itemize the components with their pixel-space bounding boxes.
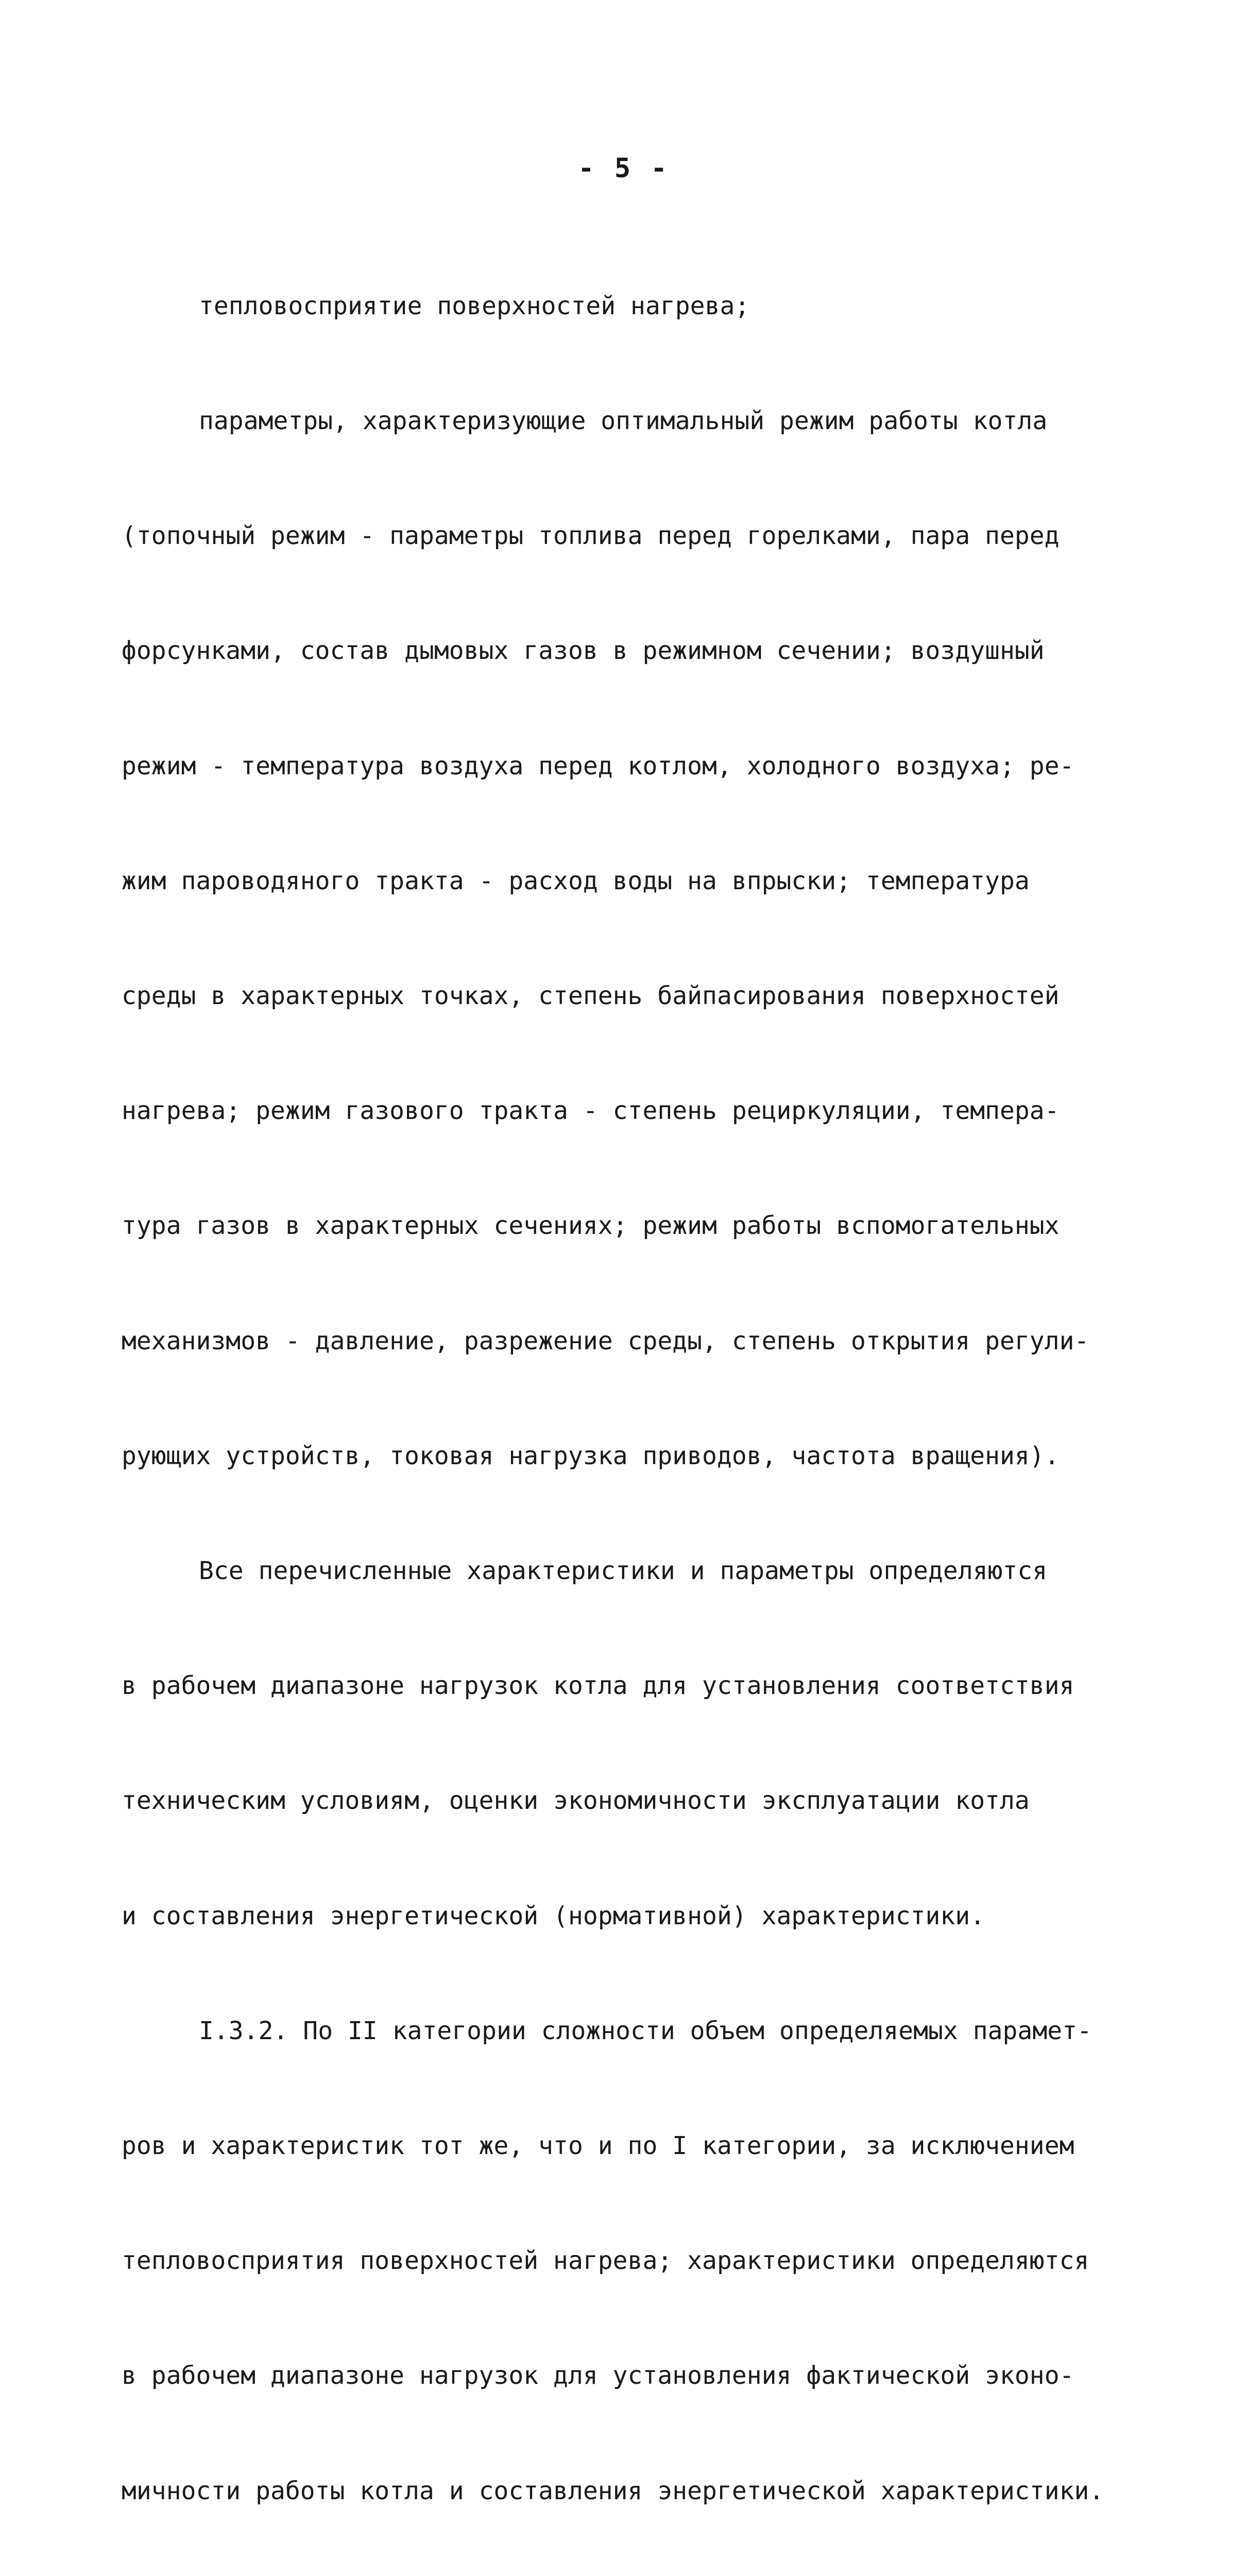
text-line: параметры, характеризующие оптимальный режим работы котла xyxy=(199,406,1048,436)
text-line: мичности работы котла и составления энергетической характеристики. xyxy=(122,2476,1104,2505)
body-text xyxy=(122,210,1157,2576)
page-number: - 5 - xyxy=(578,153,669,184)
text-line: (топочный режим - параметры топлива перед горелками, пара перед xyxy=(122,521,1060,551)
text-line: в рабочем диапазоне нагрузок для установления фактической эконо- xyxy=(122,2361,1074,2391)
text-line: в рабочем диапазоне нагрузок котла для установления соответствия xyxy=(122,1671,1074,1701)
text-line: среды в характерных точках, степень байпасирования поверхностей xyxy=(122,981,1060,1011)
text-line: нагрева; режим газового тракта - степень рециркуляции, темпера- xyxy=(122,1096,1060,1126)
text-line: тепловосприятие поверхностей нагрева; xyxy=(199,291,750,320)
text-line: механизмов - давление, разрежение среды, степень открытия регули- xyxy=(122,1326,1089,1355)
text-line: и составления энергетической (нормативной) характеристики. xyxy=(122,1901,985,1930)
text-line: рующих устройств, токовая нагрузка приводов, частота вращения). xyxy=(122,1441,1060,1470)
text-line: форсунками, состав дымовых газов в режимном сечении; воздушный xyxy=(122,636,1045,666)
text-line: тура газов в характерных сечениях; режим работы вспомогательных xyxy=(122,1211,1060,1241)
text-line: режим - температура воздуха перед котлом, холодного воздуха; ре- xyxy=(122,751,1074,781)
text-line: ров и характеристик тот же, что и по I категории, за исключением xyxy=(122,2131,1074,2161)
text-line: жим пароводяного тракта - расход воды на впрыски; температура xyxy=(122,866,1030,895)
text-line: тепловосприятия поверхностей нагрева; характеристики определяются xyxy=(122,2246,1089,2276)
text-line: Все перечисленные характеристики и параметры определяются xyxy=(199,1556,1048,1586)
text-line: I.3.2. По II категории сложности объем определяемых парамет- xyxy=(199,2016,1092,2045)
text-line: техническим условиям, оценки экономичности эксплуатации котла xyxy=(122,1786,1030,1816)
